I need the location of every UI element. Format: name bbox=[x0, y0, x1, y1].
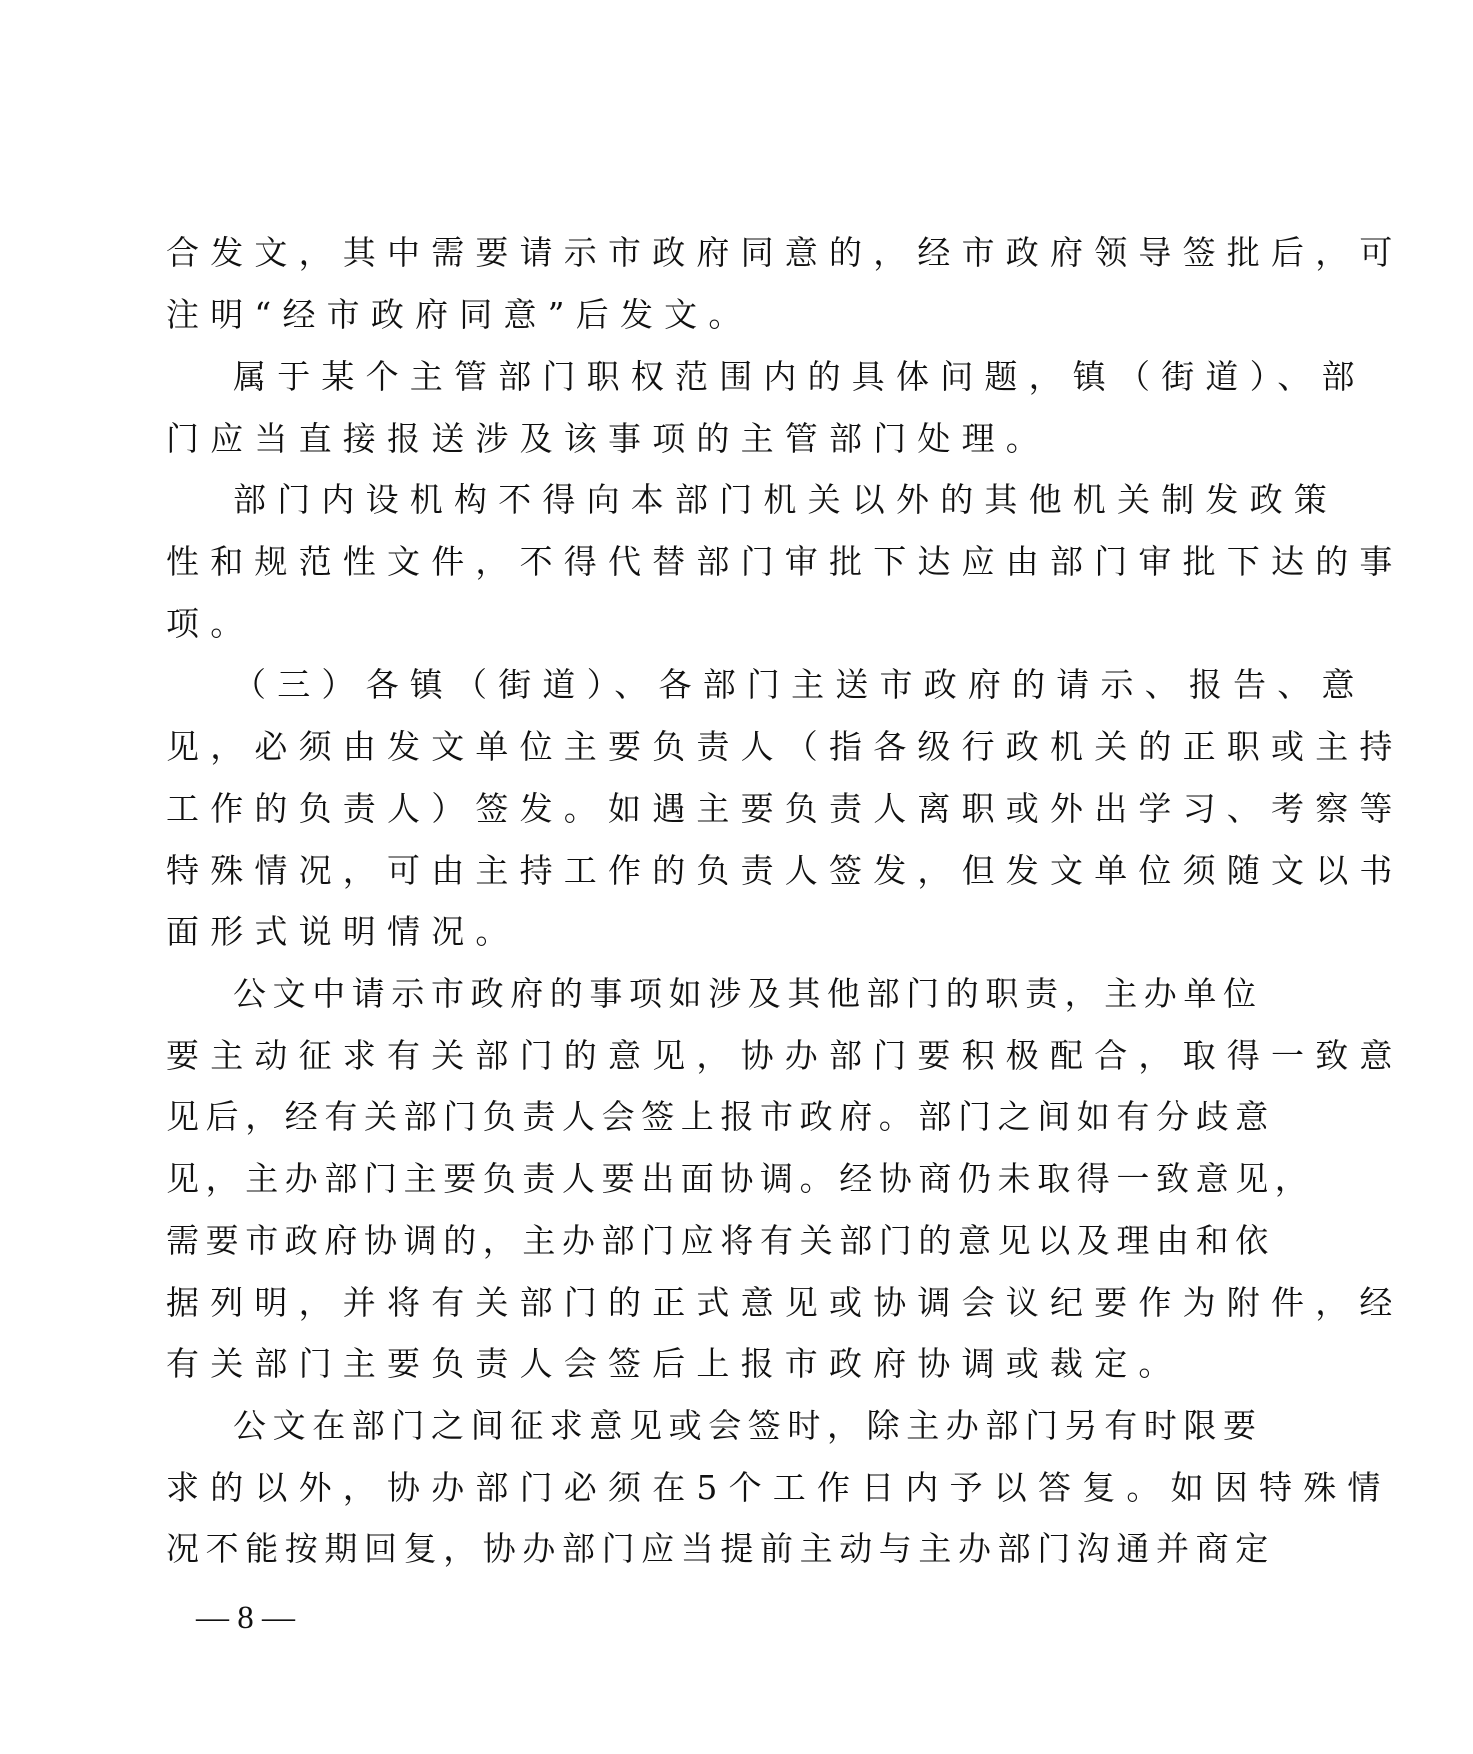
text-line-22: 况不能按期回复，协办部门应当提前主动与主办部门沟通并商定 bbox=[166, 1529, 1275, 1568]
text-line-12: 面形式说明情况。 bbox=[166, 912, 520, 951]
text-line-14: 要主动征求有关部门的意见，协办部门要积极配合，取得一致意 bbox=[166, 1036, 1404, 1075]
text-line-18: 据列明，并将有关部门的正式意见或协调会议纪要作为附件，经 bbox=[166, 1283, 1404, 1322]
text-line-10: 工作的负责人）签发。如遇主要负责人离职或外出学习、考察等 bbox=[166, 789, 1404, 828]
text-line-5: 部门内设机构不得向本部门机关以外的其他机关制发政策 bbox=[233, 480, 1338, 519]
text-line-6: 性和规范性文件，不得代替部门审批下达应由部门审批下达的事 bbox=[166, 542, 1404, 581]
text-line-3: 属于某个主管部门职权范围内的具体问题，镇（街道）、部 bbox=[233, 357, 1366, 396]
text-line-19: 有关部门主要负责人会签后上报市政府协调或裁定。 bbox=[166, 1344, 1183, 1383]
text-line-13: 公文中请示市政府的事项如涉及其他部门的职责，主办单位 bbox=[233, 974, 1263, 1013]
text-line-21: 求的以外，协办部门必须在5个工作日内予以答复。如因特殊情 bbox=[166, 1468, 1392, 1507]
text-line-2: 注明“经市政府同意”后发文。 bbox=[166, 295, 753, 334]
text-line-4: 门应当直接报送涉及该事项的主管部门处理。 bbox=[166, 419, 1050, 458]
text-line-17: 需要市政府协调的，主办部门应将有关部门的意见以及理由和依 bbox=[166, 1221, 1275, 1260]
page-number: — 8 — bbox=[196, 1600, 295, 1636]
text-line-7: 项。 bbox=[166, 604, 255, 643]
text-line-9: 见，必须由发文单位主要负责人（指各级行政机关的正职或主持 bbox=[166, 727, 1404, 766]
text-line-15: 见后，经有关部门负责人会签上报市政府。部门之间如有分歧意 bbox=[166, 1097, 1275, 1136]
text-line-1: 合发文，其中需要请示市政府同意的，经市政府领导签批后，可 bbox=[166, 233, 1404, 272]
text-line-16: 见，主办部门主要负责人要出面协调。经协商仍未取得一致意见， bbox=[166, 1159, 1315, 1198]
text-line-8: （三）各镇（街道）、各部门主送市政府的请示、报告、意 bbox=[233, 665, 1366, 704]
text-line-11: 特殊情况，可由主持工作的负责人签发，但发文单位须随文以书 bbox=[166, 851, 1404, 890]
text-line-20: 公文在部门之间征求意见或会签时，除主办部门另有时限要 bbox=[233, 1406, 1263, 1445]
